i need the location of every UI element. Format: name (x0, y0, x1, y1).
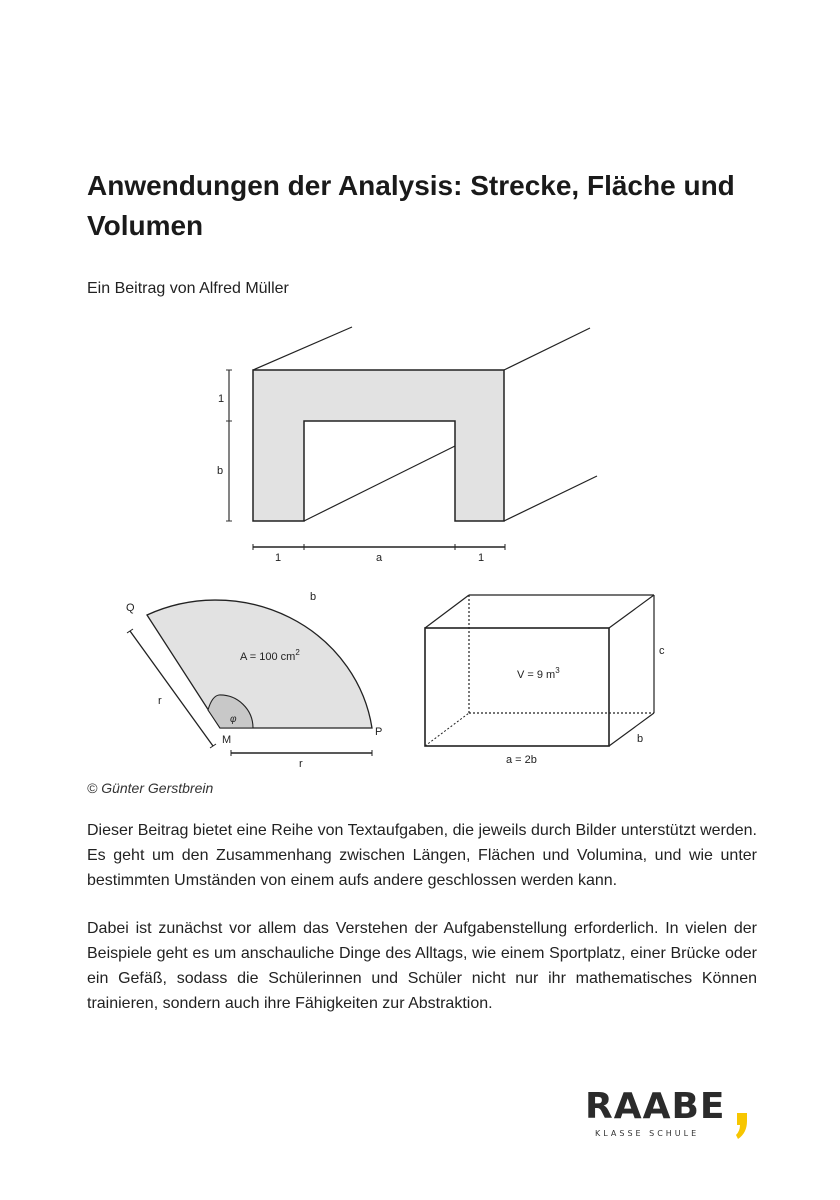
logo-comma-icon (735, 1113, 747, 1139)
bridge-figure (217, 327, 597, 564)
sector-label-radius-side: r (158, 695, 162, 707)
cuboid-figure (425, 595, 665, 766)
document-title: Anwendungen der Analysis: Strecke, Fläche und Volumen (87, 170, 735, 241)
body-text (87, 819, 757, 1041)
bridge-edge-top-right (504, 328, 590, 370)
image-credit: © Günter Gerstbrein (87, 780, 214, 796)
cuboid-edge (425, 595, 469, 628)
logo-wordmark: RAABE (585, 1086, 726, 1127)
bridge-label-top-height: 1 (218, 393, 225, 405)
cuboid-front-face (425, 628, 609, 746)
bridge-edge-top-left (253, 327, 352, 370)
sector-figure (126, 591, 382, 770)
bridge-inner-edge (304, 446, 455, 521)
intro-paragraph-2: Dabei ist zunächst vor allem das Verstehen der Aufgabenstellung erforderlich. In vielen der Beispiele geht es um anschauliche Dinge des Alltags, wie einem Sportplatz, einer Brücke oder ein Gefäß, sodass die Schülerinnen und Schüler nicht nur ihr mathematisches Können trainieren, sondern auch ihre Fähigkeiten zur Abstraktion. (87, 920, 757, 1012)
cuboid-edge (609, 595, 654, 628)
cuboid-volume-exponent: 3 (555, 666, 560, 675)
author-line: Ein Beitrag von Alfred Müller (87, 280, 289, 297)
cuboid-volume-label (517, 666, 560, 681)
bridge-label-right-width: 1 (478, 552, 485, 564)
sector-area-exponent: 2 (295, 648, 300, 657)
cuboid-hidden-edge (425, 713, 469, 746)
bridge-label-inner-width: a (376, 552, 383, 564)
bridge-front-face (253, 370, 504, 521)
cuboid-label-height: c (659, 645, 665, 657)
sector-angle-label: φ (230, 714, 237, 725)
dimension-tick (210, 744, 216, 748)
intro-paragraph-1: Dieser Beitrag bietet eine Reihe von Textaufgaben, die jeweils durch Bilder unterstützt werden. Es geht um den Zusammenhang zwischen Längen, Flächen und Volumina, und wie unter bestimmten Umständen von einem aufs andere geschlossen werden kann. (87, 822, 757, 889)
cuboid-label-width: a = 2b (506, 754, 537, 766)
sector-label-q: Q (126, 602, 135, 614)
sector-label-p: P (375, 726, 383, 738)
raabe-logo (585, 1088, 755, 1148)
dimension-tick (127, 629, 133, 633)
bridge-label-inner-height: b (217, 465, 224, 477)
cuboid-volume-text: V = 9 m (517, 669, 556, 681)
sector-label-radius-bottom: r (299, 758, 303, 770)
bridge-edge-bottom-right (504, 476, 597, 521)
sector-label-arc: b (310, 591, 317, 603)
bridge-label-left-width: 1 (275, 552, 282, 564)
sector-label-m: M (222, 734, 232, 746)
sector-area-text: A = 100 cm (240, 651, 296, 663)
sector-area-label (240, 648, 300, 663)
logo-tagline: KLASSE SCHULE (595, 1129, 700, 1138)
circle-sector (147, 600, 372, 728)
cuboid-edge (609, 713, 654, 746)
cuboid-label-depth: b (637, 733, 644, 745)
